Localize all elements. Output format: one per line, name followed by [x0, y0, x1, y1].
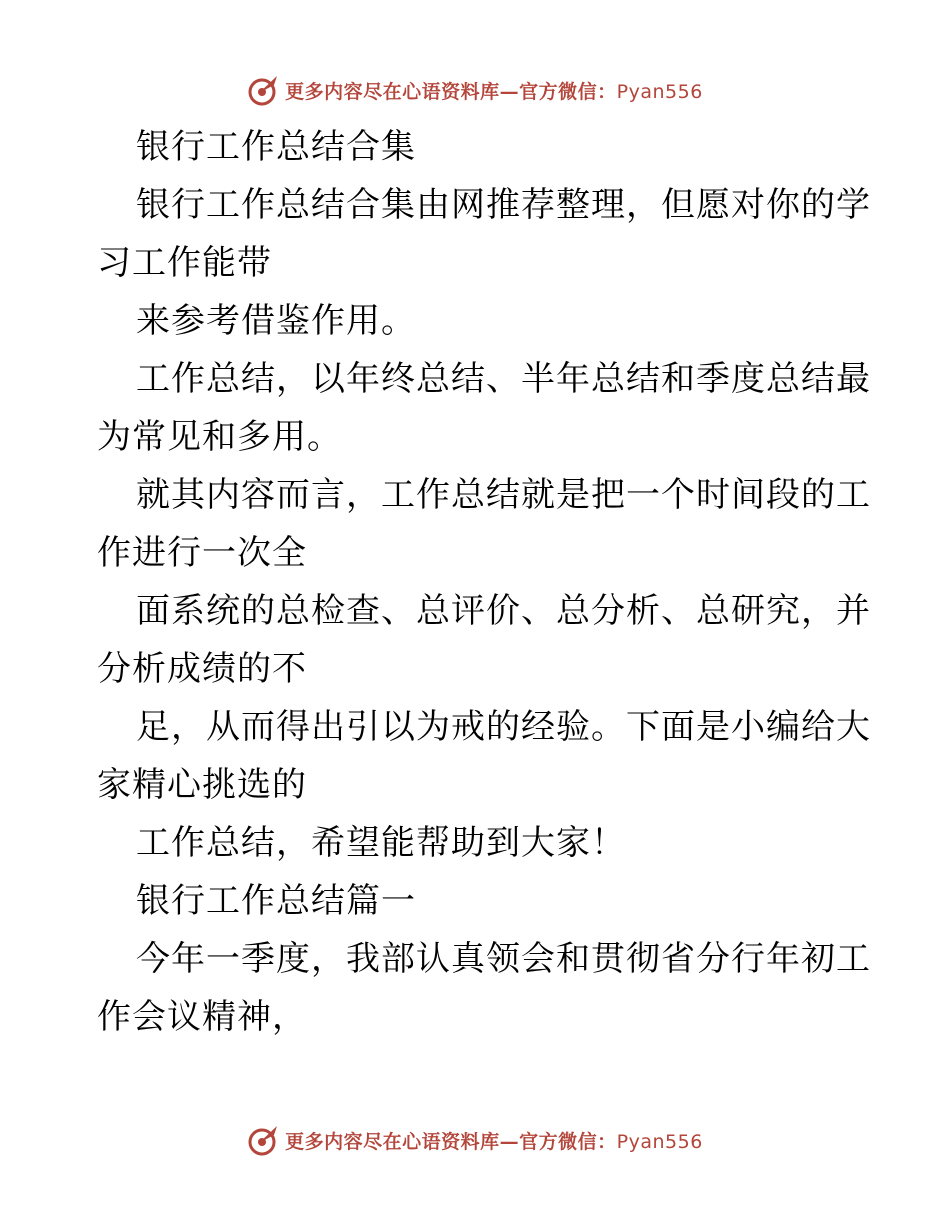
text-line: 工作总结，希望能帮助到大家！ — [136, 823, 626, 863]
text-line: 银行工作总结篇一 — [136, 881, 416, 921]
text-line: 工作总结，以年终总结、半年总结和季度总结最 — [136, 359, 871, 399]
text-line: 足，从而得出引以为戒的经验。下面是小编给大 — [136, 707, 871, 747]
text-line: 面系统的总检查、总评价、总分析、总研究，并 — [136, 591, 871, 631]
banner-text: 更多内容尽在心语资料库—官方微信：Pyan556 — [285, 1130, 703, 1153]
text-line: 今年一季度，我部认真领会和贯彻省分行年初工 — [136, 939, 871, 979]
text-line: 分析成绩的不 — [97, 649, 307, 689]
text-line: 家精心挑选的 — [97, 765, 307, 805]
document-body — [97, 118, 871, 1046]
text-line: 来参考借鉴作用。 — [136, 301, 416, 341]
header-banner — [0, 72, 950, 108]
footer-banner — [0, 1122, 950, 1158]
text-line: 为常见和多用。 — [97, 417, 342, 457]
text-line: 作进行一次全 — [97, 533, 307, 573]
text-line: 习工作能带 — [97, 243, 272, 283]
text-line: 银行工作总结合集 — [136, 127, 416, 167]
text-line: 银行工作总结合集由网推荐整理，但愿对你的学 — [136, 185, 871, 225]
text-line: 作会议精神， — [97, 997, 307, 1037]
quill-logo-icon — [247, 1123, 281, 1157]
quill-logo-icon — [247, 73, 281, 107]
banner-text: 更多内容尽在心语资料库—官方微信：Pyan556 — [285, 80, 703, 103]
text-line: 就其内容而言，工作总结就是把一个时间段的工 — [136, 475, 871, 515]
